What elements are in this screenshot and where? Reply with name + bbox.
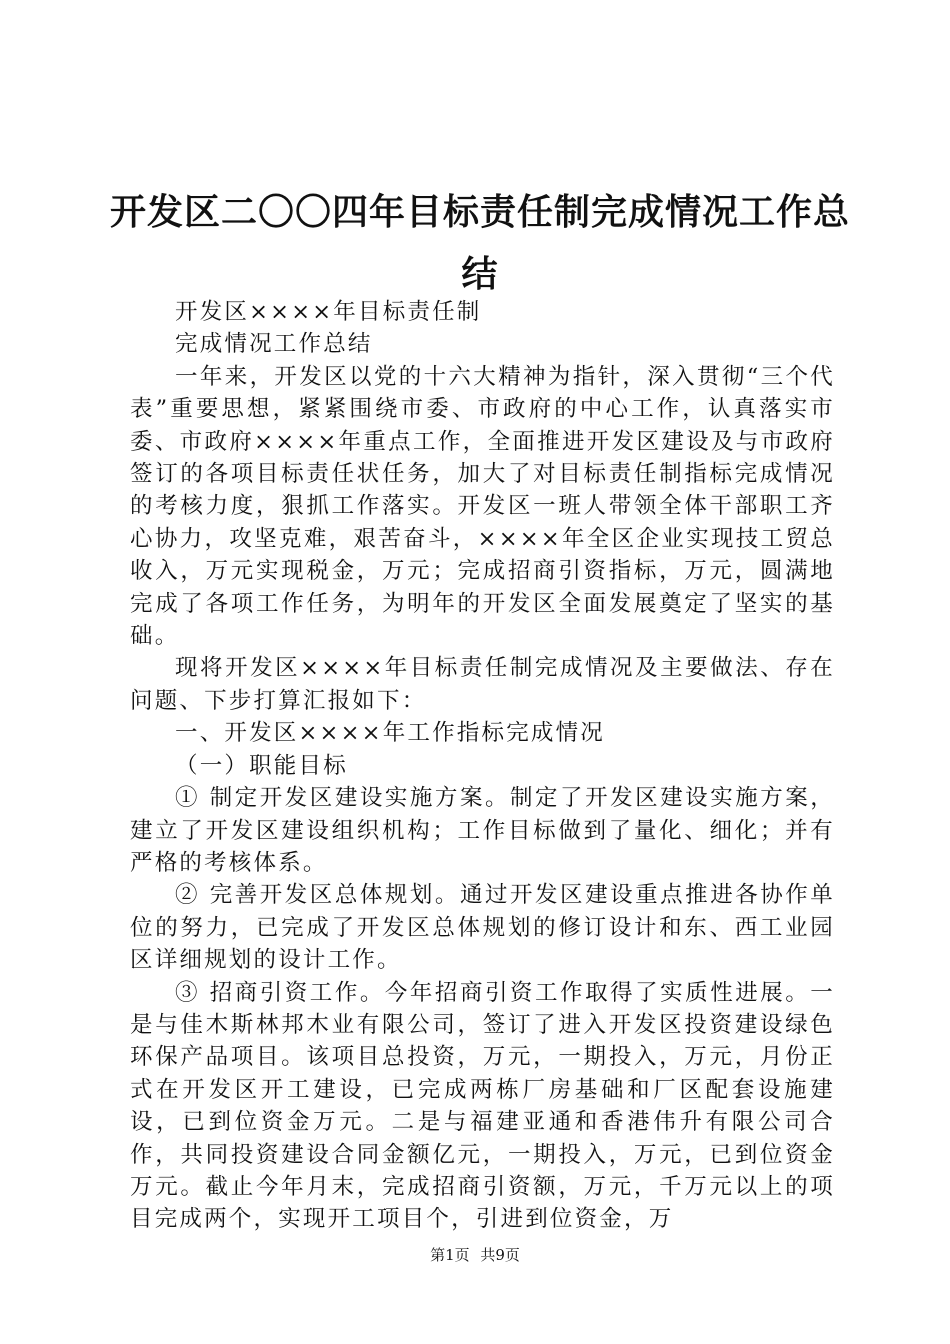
section-heading: 一、开发区××××年工作指标完成情况	[175, 720, 606, 747]
item-3-paragraph: ③ 招商引资工作。今年招商引资工作取得了实质性进展。一是与佳木斯林邦木业有限公司，签订了进入开发区投资建设绿色环保产品项目。该项目总投资，万元，一期投入，万元，月份正式在开发区开工建设，已完成两栋厂房基础和厂区配套设施建设，已到位资金万元。二是与福建亚通和香港伟升有限公司合作，共同投资建设合同金额亿元，一期投入，万元，已到位资金万元。截止今年月末，完成招商引资额，万元，千万元以上的项目完成两个，实现开工项目个，引进到位资金，万	[130, 979, 835, 1233]
subsection-heading: （一）职能目标	[175, 752, 348, 779]
document-title: 开发区二〇〇四年目标责任制完成情况工作总结	[110, 192, 851, 295]
report-lead-paragraph: 现将开发区××××年目标责任制完成情况及主要做法、存在问题、下步打算汇报如下：	[130, 655, 835, 714]
page-number: 第1页	[430, 1246, 470, 1264]
subtitle-line-2: 完成情况工作总结	[175, 331, 373, 358]
page-footer	[0, 1245, 950, 1265]
item-2-paragraph: ② 完善开发区总体规划。通过开发区建设重点推进各协作单位的努力，已完成了开发区总体规划的修订设计和东、西工业园区详细规划的设计工作。	[130, 882, 835, 974]
document-body	[130, 296, 835, 1236]
page-total: 共9页	[480, 1246, 520, 1264]
subtitle-line-1: 开发区××××年目标责任制	[175, 299, 482, 325]
item-1-paragraph: ① 制定开发区建设实施方案。制定了开发区建设实施方案，建立了开发区建设组织机构；工作目标做到了量化、细化；并有严格的考核体系。	[130, 785, 835, 876]
intro-paragraph: 一年来，开发区以党的十六大精神为指针，深入贯彻“三个代表”重要思想，紧紧围绕市委、市政府的中心工作，认真落实市委、市政府××××年重点工作，全面推进开发区建设及与市政府签订的各项目标责任状任务，加大了对目标责任制指标完成情况的考核力度，狠抓工作落实。开发区一班人带领全体干部职工齐心协力，攻坚克难，艰苦奋斗，××××年全区企业实现技工贸总收入，万元实现税金，万元；完成招商引资指标，万元，圆满地完成了各项工作任务，为明年的开发区全面发展奠定了坚实的基础。	[130, 363, 835, 650]
